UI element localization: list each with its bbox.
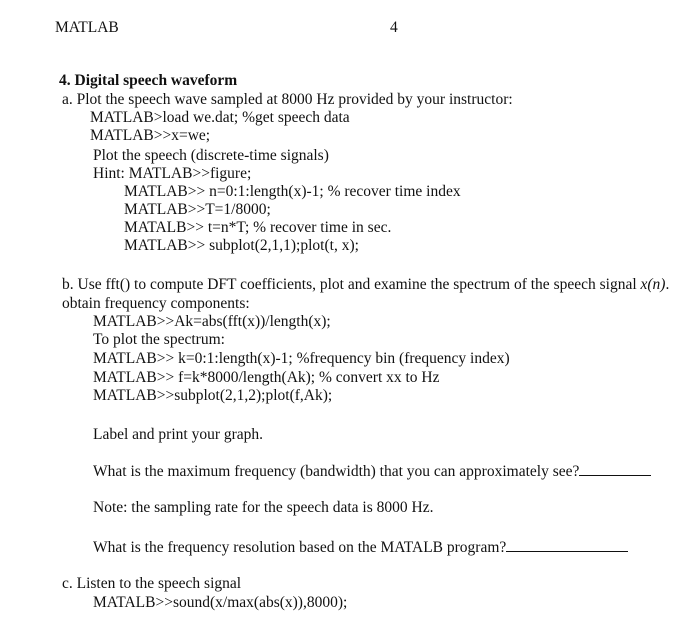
part-b-code-2: MATLAB>> k=0:1:length(x)-1; %frequency bin (frequency index) bbox=[93, 350, 510, 367]
part-b-intro-text: b. Use fft() to compute DFT coefficients, plot and examine the spectrum of the speech signal bbox=[62, 276, 641, 293]
part-c-intro: c. Listen to the speech signal bbox=[62, 575, 242, 592]
part-a-code-5: MATALB>> t=n*T; % recover time in sec. bbox=[124, 219, 392, 236]
part-a-hint: Hint: MATLAB>>figure; bbox=[93, 165, 252, 182]
part-a-code-2: MATLAB>>x=we; bbox=[90, 127, 211, 144]
question-resolution-text: What is the frequency resolution based on the MATALB program? bbox=[93, 539, 507, 556]
part-c-code-1: MATALB>>sound(x/max(abs(x)),8000); bbox=[93, 594, 348, 611]
part-b-line-2: obtain frequency components: bbox=[62, 295, 250, 312]
part-b-code-4: MATLAB>>subplot(2,1,2);plot(f,Ak); bbox=[93, 387, 333, 404]
part-b-intro bbox=[62, 276, 669, 294]
part-a-code-4: MATLAB>>T=1/8000; bbox=[124, 201, 271, 218]
part-a-intro: a. Plot the speech wave sampled at 8000 Hz provided by your instructor: bbox=[62, 91, 513, 108]
part-b-code-1: MATLAB>>Ak=abs(fft(x))/length(x); bbox=[93, 313, 331, 330]
question-bandwidth-text: What is the maximum frequency (bandwidth) that you can approximately see? bbox=[93, 463, 580, 480]
signal-symbol: x(n) bbox=[640, 276, 666, 293]
page-number: 4 bbox=[390, 19, 398, 36]
part-b-description: To plot the spectrum: bbox=[93, 331, 225, 348]
answer-blank-bandwidth[interactable] bbox=[579, 461, 651, 476]
sampling-rate-note: Note: the sampling rate for the speech data is 8000 Hz. bbox=[93, 499, 434, 516]
answer-blank-resolution[interactable] bbox=[506, 537, 628, 552]
part-b-code-3: MATLAB>> f=k*8000/length(Ak); % convert xx to Hz bbox=[93, 369, 440, 386]
label-print-instruction: Label and print your graph. bbox=[93, 426, 264, 443]
header-title: MATLAB bbox=[55, 19, 119, 36]
part-a-code-3: MATLAB>> n=0:1:length(x)-1; % recover time index bbox=[124, 183, 461, 200]
section-title: 4. Digital speech waveform bbox=[59, 72, 238, 89]
question-resolution bbox=[93, 537, 628, 557]
part-a-code-6: MATLAB>> subplot(2,1,1);plot(t, x); bbox=[124, 237, 359, 254]
part-a-code-1: MATLAB>load we.dat; %get speech data bbox=[90, 109, 350, 126]
question-bandwidth bbox=[93, 461, 651, 481]
part-a-description: Plot the speech (discrete-time signals) bbox=[93, 147, 329, 164]
part-b-intro-end: . bbox=[665, 276, 670, 293]
